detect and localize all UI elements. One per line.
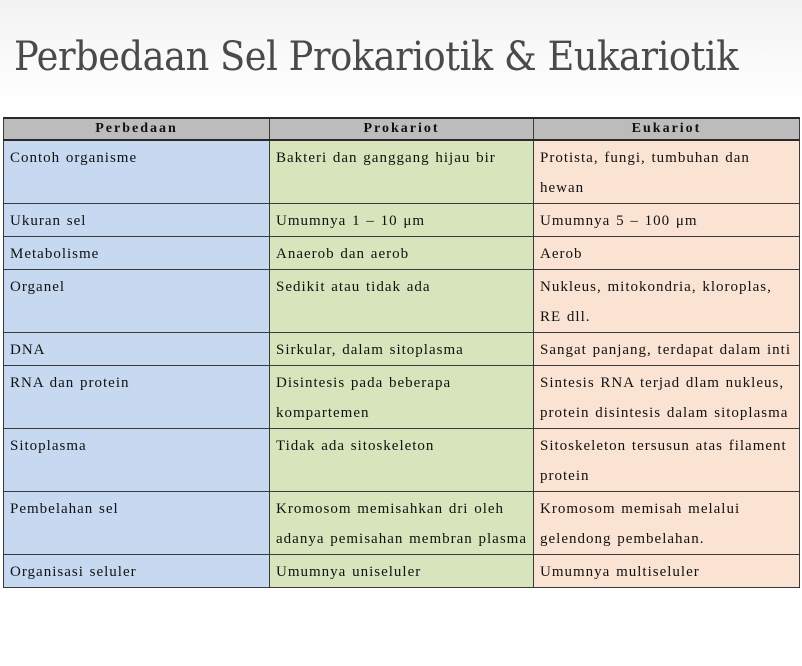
prokariot-cell: Tidak ada sitoskeleton	[270, 429, 534, 492]
row-label: Sitoplasma	[4, 429, 270, 492]
eukariot-cell: Sangat panjang, terdapat dalam inti	[534, 333, 800, 366]
eukariot-cell: Aerob	[534, 237, 800, 270]
prokariot-cell: Sirkular, dalam sitoplasma	[270, 333, 534, 366]
row-label: Ukuran sel	[4, 204, 270, 237]
row-label: RNA dan protein	[4, 366, 270, 429]
prokariot-cell: Kromosom memisahkan dri oleh adanya pemisahan membran plasma	[270, 492, 534, 555]
table-header-row	[4, 118, 800, 140]
table-row	[4, 237, 800, 270]
eukariot-cell: Sitoskeleton tersusun atas filament protein	[534, 429, 800, 492]
table-row	[4, 429, 800, 492]
table-row	[4, 204, 800, 237]
prokariot-cell: Sedikit atau tidak ada	[270, 270, 534, 333]
table-row	[4, 333, 800, 366]
eukariot-cell: Sintesis RNA terjad dlam nukleus, protein disintesis dalam sitoplasma	[534, 366, 800, 429]
row-label: Pembelahan sel	[4, 492, 270, 555]
eukariot-cell: Umumnya 5 – 100 μm	[534, 204, 800, 237]
eukariot-cell: Umumnya multiseluler	[534, 555, 800, 588]
eukariot-cell: Protista, fungi, tumbuhan dan hewan	[534, 140, 800, 204]
row-label: Contoh organisme	[4, 140, 270, 204]
slide-title: Perbedaan Sel Prokariotik & Eukariotik	[14, 34, 739, 80]
table-row	[4, 555, 800, 588]
prokariot-cell: Bakteri dan ganggang hijau bir	[270, 140, 534, 204]
comparison-table	[3, 117, 800, 588]
table-row	[4, 140, 800, 204]
prokariot-cell: Umumnya uniseluler	[270, 555, 534, 588]
header-eukariot: Eukariot	[534, 118, 800, 140]
header-perbedaan: Perbedaan	[4, 118, 270, 140]
eukariot-cell: Kromosom memisah melalui gelendong pembelahan.	[534, 492, 800, 555]
row-label: Organisasi seluler	[4, 555, 270, 588]
row-label: DNA	[4, 333, 270, 366]
table-row	[4, 366, 800, 429]
prokariot-cell: Anaerob dan aerob	[270, 237, 534, 270]
eukariot-cell: Nukleus, mitokondria, kloroplas, RE dll.	[534, 270, 800, 333]
table-row	[4, 492, 800, 555]
table-row	[4, 270, 800, 333]
header-prokariot: Prokariot	[270, 118, 534, 140]
row-label: Metabolisme	[4, 237, 270, 270]
prokariot-cell: Umumnya 1 – 10 μm	[270, 204, 534, 237]
prokariot-cell: Disintesis pada beberapa kompartemen	[270, 366, 534, 429]
row-label: Organel	[4, 270, 270, 333]
